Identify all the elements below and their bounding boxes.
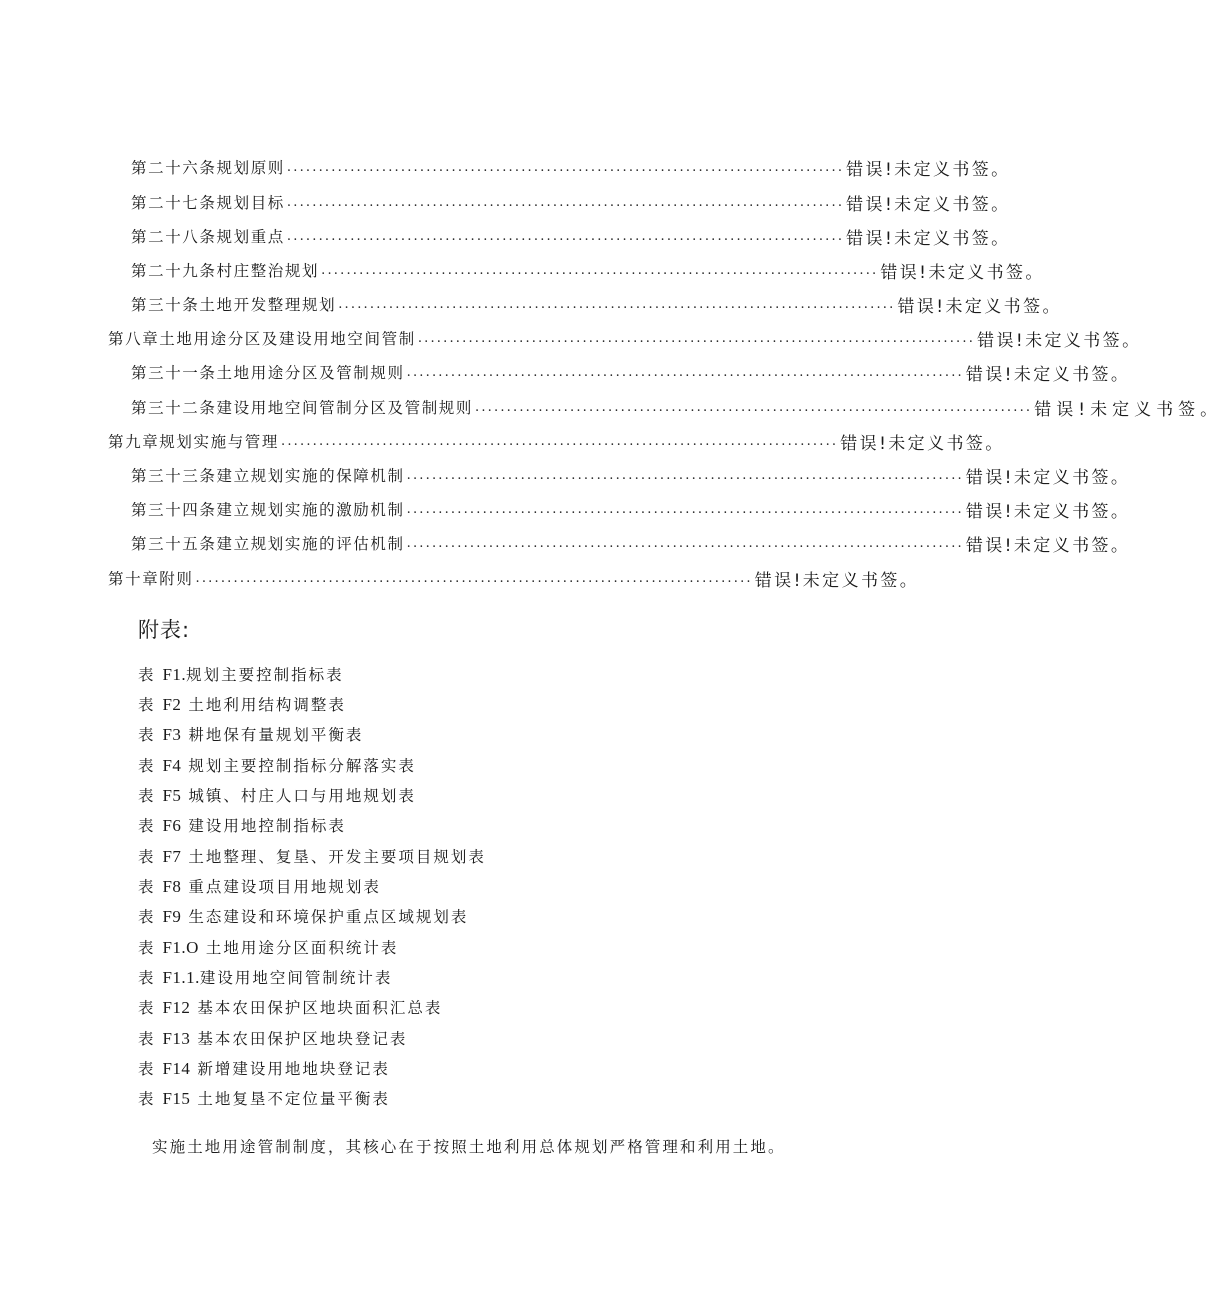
toc-entry-title: 第八章土地用途分区及建设用地空间管制	[108, 330, 416, 348]
appendix-item	[138, 811, 346, 841]
appendix-item-prefix: 表	[138, 726, 156, 744]
appendix-item-name: 基本农田保护区地块面积汇总表	[197, 999, 443, 1017]
appendix-item-name: 规划主要控制指标分解落实表	[188, 757, 416, 775]
toc-page-ref: 错误!未定义书签。	[1034, 399, 1222, 420]
appendix-item-name: 土地复垦不定位量平衡表	[197, 1090, 390, 1108]
toc-leader-dots: ........................................................................................	[286, 228, 845, 244]
appendix-item-name: 基本农田保护区地块登记表	[197, 1030, 408, 1048]
toc-leader-dots: ........................................................................................	[406, 501, 964, 517]
appendix-item	[138, 963, 392, 993]
appendix-item	[138, 660, 344, 690]
toc-entry-title: 第三十条土地开发整理规划	[131, 296, 337, 314]
appendix-item-prefix: 表	[138, 696, 156, 714]
appendix-item	[138, 720, 363, 750]
toc-entry-27[interactable]	[131, 187, 1011, 217]
toc-leader-dots: ........................................................................................	[406, 535, 964, 551]
appendix-item	[138, 1084, 390, 1114]
appendix-item-prefix: 表	[138, 999, 156, 1017]
appendix-item-prefix: 表	[138, 817, 156, 835]
toc-entry-28[interactable]	[131, 221, 1011, 251]
toc-leader-dots: ........................................................................................	[417, 330, 976, 346]
toc-chapter-8[interactable]	[108, 323, 1142, 353]
appendix-item	[138, 781, 416, 811]
toc-entry-title: 第二十九条村庄整治规划	[131, 262, 320, 280]
appendix-item-prefix: 表	[138, 1030, 156, 1048]
appendix-item-code: F1.1.	[162, 968, 200, 987]
toc-page-ref: 错误!未定义书签。	[897, 296, 1062, 317]
toc-entry-title: 第十章附则	[108, 570, 194, 588]
appendix-item-name: 规划主要控制指标表	[186, 666, 344, 684]
appendix-item-code: F3	[162, 725, 182, 744]
toc-page-ref: 错误!未定义书签。	[977, 330, 1142, 351]
toc-entry-title: 第三十四条建立规划实施的激励机制	[131, 501, 405, 519]
appendix-item-prefix: 表	[138, 908, 156, 926]
appendix-item-name: 土地用途分区面积统计表	[205, 939, 399, 957]
appendix-item-prefix: 表	[138, 848, 156, 866]
appendix-item-code: F7	[162, 847, 182, 866]
toc-entry-title: 第二十七条规划目标	[131, 194, 285, 212]
appendix-item-prefix: 表	[138, 969, 156, 987]
appendix-item-code: F13	[162, 1029, 191, 1048]
toc-page-ref: 错误!未定义书签。	[965, 501, 1131, 522]
toc-leader-dots: ........................................................................................	[195, 570, 753, 586]
toc-leader-dots: ........................................................................................	[286, 194, 845, 210]
toc-entry-31[interactable]	[131, 357, 1131, 387]
appendix-item-prefix: 表	[138, 787, 156, 805]
appendix-item-code: F6	[162, 816, 182, 835]
toc-entry-29[interactable]	[131, 255, 1045, 285]
appendix-item	[138, 902, 468, 932]
toc-entry-33[interactable]	[131, 460, 1131, 490]
toc-page-ref: 错误!未定义书签。	[846, 159, 1011, 180]
toc-leader-dots: ........................................................................................	[406, 364, 964, 380]
appendix-item-code: F4	[162, 756, 182, 775]
appendix-item-prefix: 表	[138, 757, 156, 775]
toc-page-ref: 错误!未定义书签。	[840, 433, 1005, 454]
appendix-item-name: 生态建设和环境保护重点区域规划表	[188, 908, 469, 926]
toc-page-ref: 错误!未定义书签。	[846, 194, 1011, 215]
appendix-item-name: 重点建设项目用地规划表	[188, 878, 381, 896]
toc-entry-35[interactable]	[131, 528, 1131, 558]
appendix-item-name: 耕地保有量规划平衡表	[188, 726, 364, 744]
appendix-item-prefix: 表	[138, 878, 156, 896]
toc-entry-title: 第三十二条建设用地空间管制分区及管制规则	[131, 399, 474, 417]
appendix-item-code: F12	[162, 998, 191, 1017]
appendix-item-code: F15	[162, 1089, 191, 1108]
appendix-item	[138, 933, 398, 963]
appendix-item	[138, 690, 346, 720]
appendix-item-name: 建设用地控制指标表	[188, 817, 346, 835]
appendix-item	[138, 842, 486, 872]
toc-leader-dots: ........................................................................................	[281, 433, 839, 449]
appendix-item	[138, 993, 442, 1023]
appendix-item-name: 新增建设用地地块登记表	[197, 1060, 390, 1078]
appendix-item	[138, 1024, 407, 1054]
toc-entry-32[interactable]	[131, 392, 1222, 422]
toc-entry-title: 第九章规划实施与管理	[108, 433, 280, 451]
toc-leader-dots: ........................................................................................	[475, 399, 1033, 415]
toc-chapter-10[interactable]	[108, 563, 920, 593]
appendix-item-name: 土地利用结构调整表	[188, 696, 346, 714]
toc-leader-dots: ........................................................................................	[406, 467, 964, 483]
toc-leader-dots: ........................................................................................	[286, 159, 845, 175]
toc-page-ref: 错误!未定义书签。	[965, 364, 1131, 385]
toc-entry-title: 第三十三条建立规划实施的保障机制	[131, 467, 405, 485]
appendix-item-prefix: 表	[138, 1090, 156, 1108]
appendix-item-code: F1.O	[162, 938, 199, 957]
appendix-item-prefix: 表	[138, 1060, 156, 1078]
appendix-item	[138, 872, 381, 902]
appendix-heading: 附表:	[138, 618, 191, 642]
appendix-item	[138, 1054, 390, 1084]
appendix-item-name: 建设用地空间管制统计表	[199, 969, 393, 987]
toc-page-ref: 错误!未定义书签。	[880, 262, 1045, 283]
appendix-item-code: F1.	[162, 665, 187, 684]
toc-entry-30[interactable]	[131, 289, 1062, 319]
appendix-item	[138, 751, 416, 781]
toc-leader-dots: ........................................................................................	[338, 296, 896, 312]
toc-page-ref: 错误!未定义书签。	[965, 535, 1131, 556]
toc-entry-34[interactable]	[131, 494, 1131, 524]
appendix-item-prefix: 表	[138, 939, 156, 957]
toc-page-ref: 错误!未定义书签。	[965, 467, 1131, 488]
toc-page-ref: 错误!未定义书签。	[754, 570, 920, 591]
toc-chapter-9[interactable]	[108, 426, 1005, 456]
toc-entry-26[interactable]	[131, 152, 1011, 182]
closing-paragraph: 实施土地用途管制制度，其核心在于按照土地利用总体规划严格管理和利用土地。	[152, 1138, 786, 1156]
appendix-item-name: 城镇、村庄人口与用地规划表	[188, 787, 416, 805]
toc-entry-title: 第三十五条建立规划实施的评估机制	[131, 535, 405, 553]
toc-page-ref: 错误!未定义书签。	[846, 228, 1011, 249]
appendix-item-code: F8	[162, 877, 182, 896]
toc-leader-dots: ........................................................................................	[321, 262, 879, 278]
appendix-item-code: F14	[162, 1059, 191, 1078]
appendix-item-code: F2	[162, 695, 182, 714]
appendix-item-prefix: 表	[138, 666, 156, 684]
toc-entry-title: 第二十八条规划重点	[131, 228, 285, 246]
toc-entry-title: 第三十一条土地用途分区及管制规则	[131, 364, 405, 382]
appendix-item-name: 土地整理、复垦、开发主要项目规划表	[188, 848, 486, 866]
appendix-item-code: F5	[162, 786, 182, 805]
toc-entry-title: 第二十六条规划原则	[131, 159, 285, 177]
appendix-item-code: F9	[162, 907, 182, 926]
